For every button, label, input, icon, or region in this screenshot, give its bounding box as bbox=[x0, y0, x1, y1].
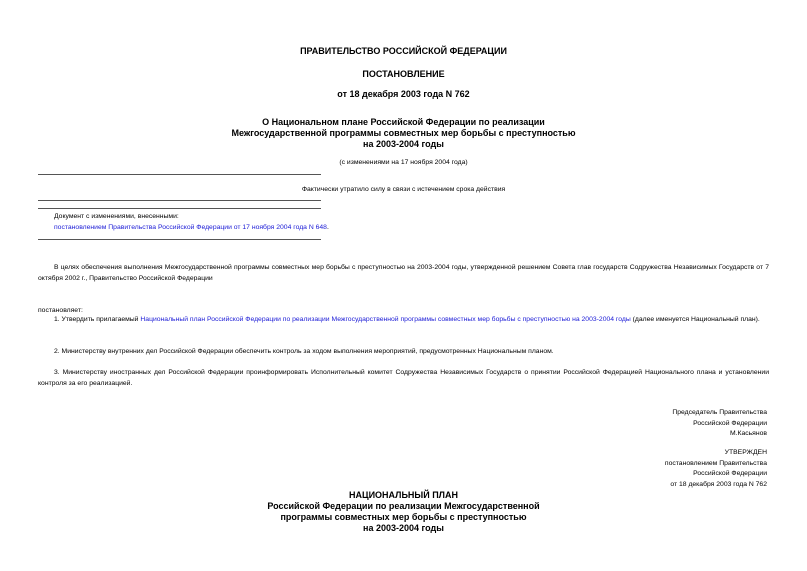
amendment-link[interactable]: постановлением Правительства Российской Федерации от 17 ноября 2004 года N 648 bbox=[54, 224, 327, 231]
item-1-prefix: 1. Утвердить прилагаемый bbox=[54, 316, 141, 323]
signature-line-2: Российской Федерации bbox=[693, 419, 767, 427]
divider bbox=[38, 174, 321, 175]
item-1-paragraph bbox=[38, 314, 769, 325]
document-type: ПОСТАНОВЛЕНИЕ bbox=[362, 69, 445, 79]
divider bbox=[38, 200, 321, 201]
changes-reference bbox=[54, 223, 329, 233]
divider bbox=[38, 208, 321, 209]
national-plan-link[interactable]: Национальный план Российской Федерации по реализации Межгосударственной программы совместных мер борьбы с преступностью на 2003-2004 годы bbox=[140, 316, 631, 323]
document-title-line-3: на 2003-2004 годы bbox=[363, 139, 444, 149]
authority-heading: ПРАВИТЕЛЬСТВО РОССИЙСКОЙ ФЕДЕРАЦИИ bbox=[300, 46, 507, 56]
approval-line-2: постановлением Правительства bbox=[664, 459, 767, 467]
document-date-number: от 18 декабря 2003 года N 762 bbox=[337, 89, 470, 99]
preamble-paragraph: В целях обеспечения выполнения Межгосударственной программы совместных мер борьбы с преступностью на 2003-2004 годы, утвержденной решением Совета глав государств Содружества Независимых Государств от 7 октября 2002 г., Правительство Российской Федерации bbox=[38, 264, 769, 282]
item-2-paragraph: 2. Министерству внутренних дел Российской Федерации обеспечить контроль за ходом выполнения мероприятий, предусмотренных Национальным планом. bbox=[54, 348, 554, 355]
approval-line-3: Российской Федерации bbox=[693, 470, 767, 477]
divider bbox=[38, 239, 321, 240]
plan-title-line-1: НАЦИОНАЛЬНЫЙ ПЛАН bbox=[349, 490, 458, 500]
approval-line-4: от 18 декабря 2003 года N 762 bbox=[670, 480, 767, 488]
plan-title-line-4: на 2003-2004 годы bbox=[363, 523, 444, 533]
status-note: Фактически утратило силу в связи с истечением срока действия bbox=[301, 186, 506, 193]
approval-line-1: УТВЕРЖДЕН bbox=[724, 449, 767, 456]
changes-label: Документ с изменениями, внесенными: bbox=[54, 213, 179, 220]
signature-block bbox=[672, 408, 767, 440]
approval-block bbox=[665, 448, 767, 490]
signature-line-1: Председатель Правительства bbox=[672, 409, 767, 416]
resolves-word: постановляет: bbox=[38, 307, 83, 314]
amendment-link-suffix: . bbox=[326, 224, 329, 231]
item-1-suffix: (далее именуется Национальный план). bbox=[630, 316, 760, 323]
plan-title-line-2: Российской Федерации по реализации Межгосударственной bbox=[267, 501, 540, 511]
plan-title-line-3: программы совместных мер борьбы с преступностью bbox=[280, 512, 527, 522]
item-3-paragraph: 3. Министерству иностранных дел Российской Федерации проинформировать Исполнительный комитет Содружества Независимых Государств о принятии Российской Федерацией Национального плана и установлении контроля за его реализацией. bbox=[38, 369, 769, 387]
amendment-note: (с изменениями на 17 ноября 2004 года) bbox=[339, 159, 468, 166]
document-title-line-1: О Национальном плане Российской Федерации по реализации bbox=[262, 117, 545, 127]
signature-line-3: М.Касьянов bbox=[729, 430, 767, 437]
document-title-line-2: Межгосударственной программы совместных мер борьбы с преступностью bbox=[231, 128, 576, 138]
